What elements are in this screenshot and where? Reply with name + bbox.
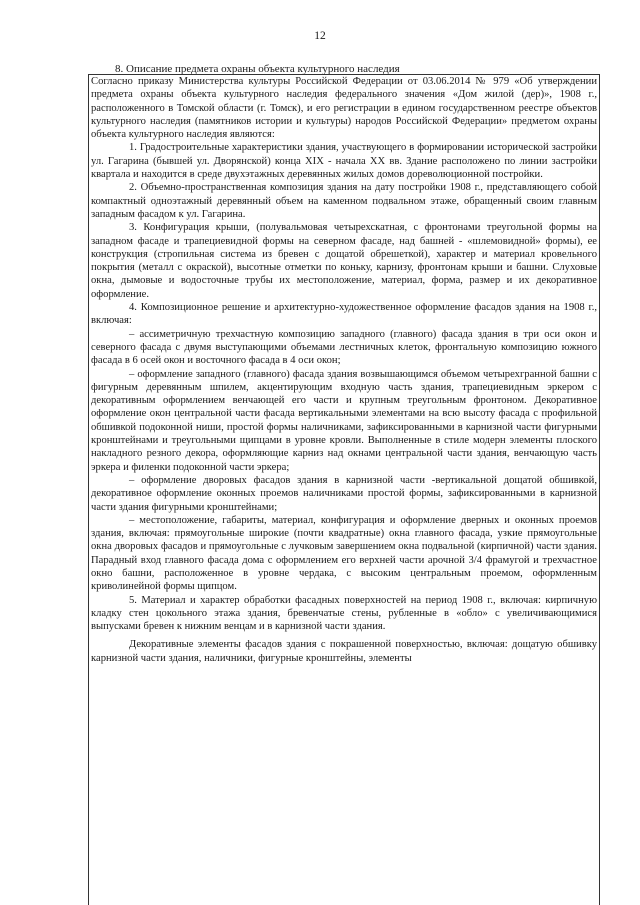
paragraph-item-5: 5. Материал и характер обработки фасадных поверхностей на период 1908 г., включая: кирпичную кладку стен цокольного этажа здания, бревенчатые стены, рубленные в «обло» с увеличивающимися выпусками бревен к нижним венцам и в карнизной части здания. <box>91 594 597 633</box>
document-body <box>91 75 597 665</box>
paragraph-subitem-yard-facades: – оформление дворовых фасадов здания в карнизной части -вертикальной дощатой обшивкой, декоративное оформление оконных проемов наличниками простой формы, зафиксированными в карнизной части здания фигурными кронштейнами; <box>91 474 597 513</box>
paragraph-subitem-west-facade: – оформление западного (главного) фасада здания возвышающимся объемом четырехгранной башни с фигурным деревянным шпилем, акцентирующим входную часть здания, трапециевидным эркером с декоративным оформлением венчающей его части и крупным треугольным фронтоном. Декоративное оформление окон центральной части фасада вертикальными элементами на всю высоту фасада с профильной обшивкой подоконной ниши, простой формы наличниками, зафиксированными в карнизной части фигурными кронштейнами и треугольными щипцами в уровне кровли. Выполненные в стиле модерн элементы плоского накладного резного декора, оформляющие карниз над окнами центральной части здания, венчающую часть эркера и филенки подоконной части эркера; <box>91 368 597 473</box>
paragraph-decorative-elements: Декоративные элементы фасадов здания с покрашенной поверхностью, включая: дощатую обшивку карнизной части здания, наличники, фигурные кронштейны, элементы <box>91 639 597 664</box>
page-number: 12 <box>314 30 326 42</box>
paragraph-item-4: 4. Композиционное решение и архитектурно-художественное оформление фасадов здания на 1908 г., включая: <box>91 302 597 327</box>
paragraph-item-3: 3. Конфигурация крыши, (полувальмовая четырехскатная, с фронтонами треугольной формы на западном фасаде и трапециевидной формы на северном фасаде, над башней - «шлемовидной» формы), ее конструкция (стропильная система из бревен с дощатой обрешеткой), характер и материал кровельного покрытия (металл с окраской), высотные отметки по коньку, карнизу, фронтонам крыши и башни. Слуховые окна, дымовые и водосточные трубы их местоположение, материал, форма, размер и их декоративное оформление. <box>91 222 597 300</box>
paragraph-intro: Согласно приказу Министерства культуры Российской Федерации от 03.06.2014 № 979 «Об утверждении предмета охраны объекта культурного наследия федерального значения «Дом жилой (дер)», 1908 г., расположенного в Томской области (г. Томск), и его регистрации в едином государственном реестре объектов культурного наследия (памятников истории и культуры) народов Российской Федерации» предметом охраны объекта культурного наследия являются: <box>91 76 597 141</box>
paragraph-subitem-composition: – ассиметричную трехчастную композицию западного (главного) фасада здания в три оси окон и северного фасада с двумя выступающими объемами лестничных клеток, фронтальную композицию южного фасада в 6 осей окон и восточного фасада в 4 оси окон; <box>91 328 597 367</box>
paragraph-item-2: 2. Объемно-пространственная композиция здания на дату постройки 1908 г., представляющего собой компактный одноэтажный деревянный объем на каменном подвальном этаже, обращенный своим главным западным фасадом к ул. Гагарина. <box>91 182 597 220</box>
paragraph-item-1: 1. Градостроительные характеристики здания, участвующего в формировании исторической застройки ул. Гагарина (бывшей ул. Дворянской) конца XIX - начала XX вв. Здание расположено по линии застройки квартала и находится в среде двухэтажных деревянных жилых домов дореволюционной постройки. <box>91 142 597 181</box>
section-title: 8. Описание предмета охраны объекта культурного наследия <box>115 63 400 75</box>
paragraph-subitem-openings: – местоположение, габариты, материал, конфигурация и оформление дверных и оконных проемов здания, включая: прямоугольные широкие (почти квадратные) окна главного фасада, узкие прямоугольные окна дворовых фасадов и прямоугольные с лучковым завершением окна подвальной (кирпичной) части здания. Парадный вход главного фасада дома с оформлением его верхней части арочной 3/4 фрамугой и трехчастное окно башни, расположенное в уровне чердака, с высоким центральным проемом, оформленным криволинейной формы щипцом. <box>91 514 597 593</box>
